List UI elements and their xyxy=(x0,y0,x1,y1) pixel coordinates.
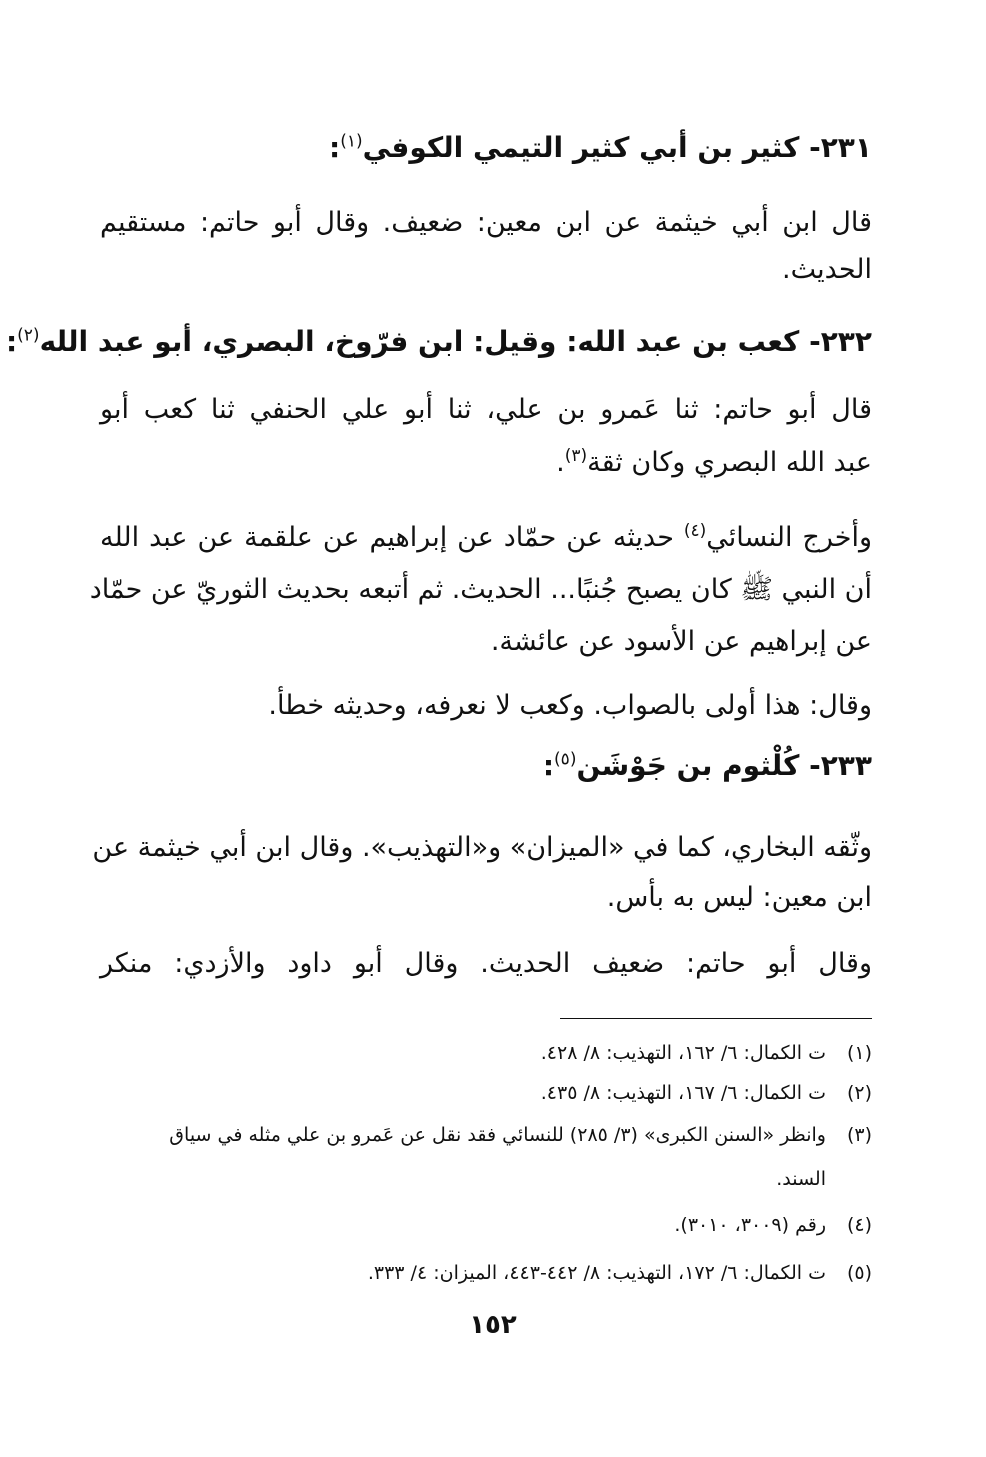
para-2-rest: حديثه عن حمّاد عن إبراهيم عن علقمة عن عبد الله xyxy=(100,522,684,553)
entry-231-line-2: الحديث. xyxy=(782,254,872,285)
entry-231-line-1: قال ابن أبي خيثمة عن ابن معين: ضعيف. وقال أبو حاتم: مستقيم xyxy=(100,207,872,238)
entry-233-line-2: ابن معين: ليس به بأس. xyxy=(606,882,872,913)
footnote-number: (١) xyxy=(846,1042,872,1064)
footnote-3-continuation: السند. xyxy=(776,1168,826,1190)
footnote-number: (٤) xyxy=(846,1214,872,1236)
footnote-number: (٢) xyxy=(846,1082,872,1104)
footnote-number: (٣) xyxy=(846,1124,872,1146)
entry-232-para-3-line-1: وقال: هذا أولى بالصواب. وكعب لا نعرفه، وحديثه خطأ. xyxy=(268,690,872,721)
footnote-5 xyxy=(100,1258,872,1288)
entry-231-heading xyxy=(100,128,872,168)
heading-colon: : xyxy=(5,325,18,358)
footnote-ref-5[interactable]: (٥) xyxy=(554,749,577,770)
entry-233-line-3: وقال أبو حاتم: ضعيف الحديث. وقال أبو داود والأزدي: منكر xyxy=(100,948,872,979)
entry-232-line-2 xyxy=(100,443,872,483)
entry-232-line-1: قال أبو حاتم: ثنا عَمرو بن علي، ثنا أبو علي الحنفي ثنا كعب أبو xyxy=(100,394,872,425)
entry-232-heading xyxy=(5,322,872,362)
entry-231-title: ٢٣١- كثير بن أبي كثير التيمي الكوفي xyxy=(362,131,872,164)
footnote-text: ت الكمال: ٦/ ١٦٧، التهذيب: ٨/ ٤٣٥. xyxy=(540,1082,826,1104)
footnote-text: رقم (٣٠٠٩، ٣٠١٠). xyxy=(674,1214,826,1236)
footnote-text: وانظر «السنن الكبرى» (٣/ ٢٨٥) للنسائي فقد نقل عن عَمرو بن علي مثله في سياق xyxy=(169,1124,826,1146)
entry-233-line-1: وثّقه البخاري، كما في «الميزان» و«التهذيب». وقال ابن أبي خيثمة عن xyxy=(92,832,872,863)
footnote-separator xyxy=(560,1018,872,1019)
entry-232-para-2-line-3: عن إبراهيم عن الأسود عن عائشة. xyxy=(490,626,872,657)
entry-232-line-2-text: عبد الله البصري وكان ثقة xyxy=(587,447,872,478)
heading-colon: : xyxy=(329,131,341,164)
line-end: . xyxy=(556,447,565,478)
heading-colon: : xyxy=(542,749,555,782)
para-2-start: وأخرج النسائي xyxy=(706,522,872,553)
entry-233-title: ٢٣٣- كُلْثوم بن جَوْشَن xyxy=(576,749,872,782)
footnote-ref-1[interactable]: (١) xyxy=(340,131,363,152)
entry-232-para-2-line-2: أن النبي ﷺ كان يصبح جُنبًا... الحديث. ثم أتبعه بحديث الثوريّ عن حمّاد xyxy=(89,574,872,605)
footnote-2 xyxy=(100,1078,872,1108)
footnote-number: (٥) xyxy=(846,1262,872,1284)
footnote-ref-3[interactable]: (٣) xyxy=(564,446,588,466)
footnote-ref-4[interactable]: (٤) xyxy=(683,521,707,541)
footnote-4 xyxy=(100,1210,872,1240)
footnote-text: ت الكمال: ٦/ ١٧٢، التهذيب: ٨/ ٤٤٢-٤٤٣، الميزان: ٤/ ٣٣٣. xyxy=(367,1262,826,1284)
footnote-1 xyxy=(100,1038,872,1068)
entry-232-para-2-line-1 xyxy=(100,518,872,558)
footnote-3 xyxy=(100,1120,872,1150)
entry-233-heading xyxy=(100,746,872,786)
page-number: ١٥٢ xyxy=(469,1310,517,1340)
footnote-text: ت الكمال: ٦/ ١٦٢، التهذيب: ٨/ ٤٢٨. xyxy=(540,1042,826,1064)
entry-232-title: ٢٣٢- كعب بن عبد الله: وقيل: ابن فرّوخ، البصري، أبو عبد الله xyxy=(39,325,872,358)
footnote-ref-2[interactable]: (٢) xyxy=(17,325,40,346)
